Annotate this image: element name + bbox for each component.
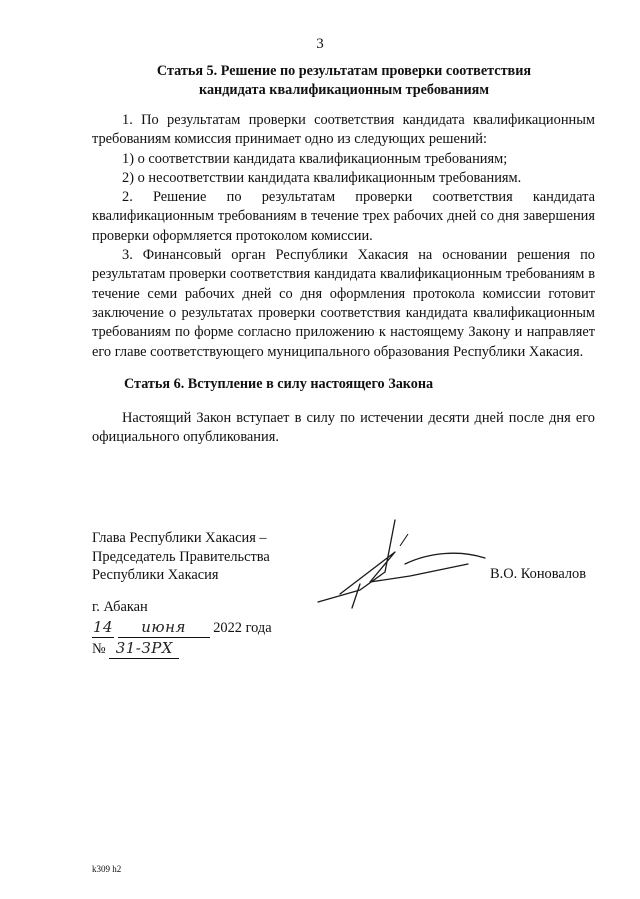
law-number <box>92 639 179 659</box>
article5-paragraph: 1) о соответствии кандидата квалификационным требованиям; <box>122 150 508 167</box>
date-day-field <box>92 618 114 638</box>
article5-paragraph: 1. По результатам проверки соответствия кандидата квалификационным требованиям комиссия принимает одно из следующих решений: <box>92 112 595 148</box>
footer-code: k309 h2 <box>92 864 122 874</box>
signing-date <box>92 618 272 638</box>
handwritten-signature <box>300 512 490 612</box>
signatory-title-line1: Глава Республики Хакасия – <box>92 530 267 546</box>
article6-paragraph: Настоящий Закон вступает в силу по истечении десяти дней после дня его официального опубликования. <box>92 410 595 446</box>
date-year: 2022 года <box>213 620 272 636</box>
article6-heading: Статья 6. Вступление в силу настоящего Закона <box>124 376 434 392</box>
law-number-prefix: № <box>92 641 106 657</box>
page-number: 3 <box>316 36 324 52</box>
article5-body <box>92 111 595 362</box>
law-number-field <box>109 639 179 659</box>
article5-paragraph: 2) о несоответствии кандидата квалификационным требованиям. <box>122 169 522 186</box>
article5-paragraph: 3. Финансовый орган Республики Хакасия на основании решения по результатам проверки соответствия кандидата квалификационным требованиям в течение семи рабочих дней со дня оформления протокола комиссии готовит заключение о результатах проверки соответствия кандидата квалификационным требованиям по форме согласно приложению к настоящему Закону и направляет его главе соответствующего муниципального образования Республики Хакасия. <box>92 247 595 360</box>
signatory-title-line3: Республики Хакасия <box>92 567 219 583</box>
article5-heading-line1: Статья 5. Решение по результатам проверки соответствия <box>156 63 532 79</box>
article5-paragraph: 2. Решение по результатам проверки соответствия кандидата квалификационным требованиям в течение трех рабочих дней со дня завершения проверки оформляется протоколом комиссии. <box>92 189 595 244</box>
handwritten-month: июня <box>141 618 186 636</box>
article6-body <box>92 409 595 448</box>
handwritten-day: 14 <box>92 618 114 636</box>
signatory-title-line2: Председатель Правительства <box>92 548 270 565</box>
signatory-title <box>92 529 270 585</box>
handwritten-law-number: 31-ЗРХ <box>115 639 173 657</box>
signatory-name: В.О. Коновалов <box>490 566 587 582</box>
date-month-field <box>118 618 210 638</box>
city: г. Абакан <box>92 599 148 615</box>
article5-heading-line2: кандидата квалификационным требованиям <box>199 82 489 98</box>
article5-heading <box>94 62 594 100</box>
